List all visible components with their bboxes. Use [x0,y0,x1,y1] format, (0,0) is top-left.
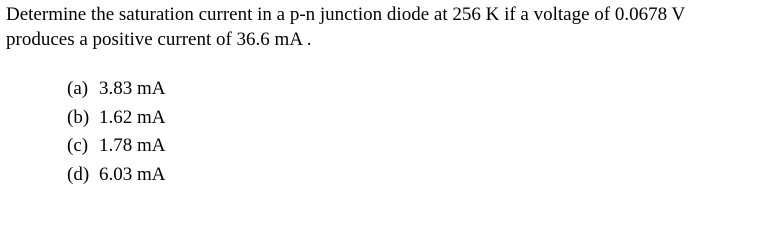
option-c [67,132,166,161]
question-line-1: Determine the saturation current in a p-n junction diode at 256 K if a voltage of 0.0678 V [6,4,686,25]
option-a [67,75,166,104]
option-c-value: 1.78 mA [99,135,166,156]
option-b-letter: (b) [67,106,90,128]
option-b [67,104,166,133]
option-a-letter: (a) [67,78,89,99]
option-c-letter: (c) [67,135,89,156]
question-line-2: produces a positive current of 36.6 mA . [6,29,312,50]
option-d [67,161,166,190]
option-b-value: 1.62 mA [99,106,166,128]
option-d-letter: (d) [67,163,90,185]
question-text [6,2,756,52]
answer-options [67,75,166,189]
option-d-value: 6.03 mA [99,163,166,185]
option-a-value: 3.83 mA [99,78,166,99]
